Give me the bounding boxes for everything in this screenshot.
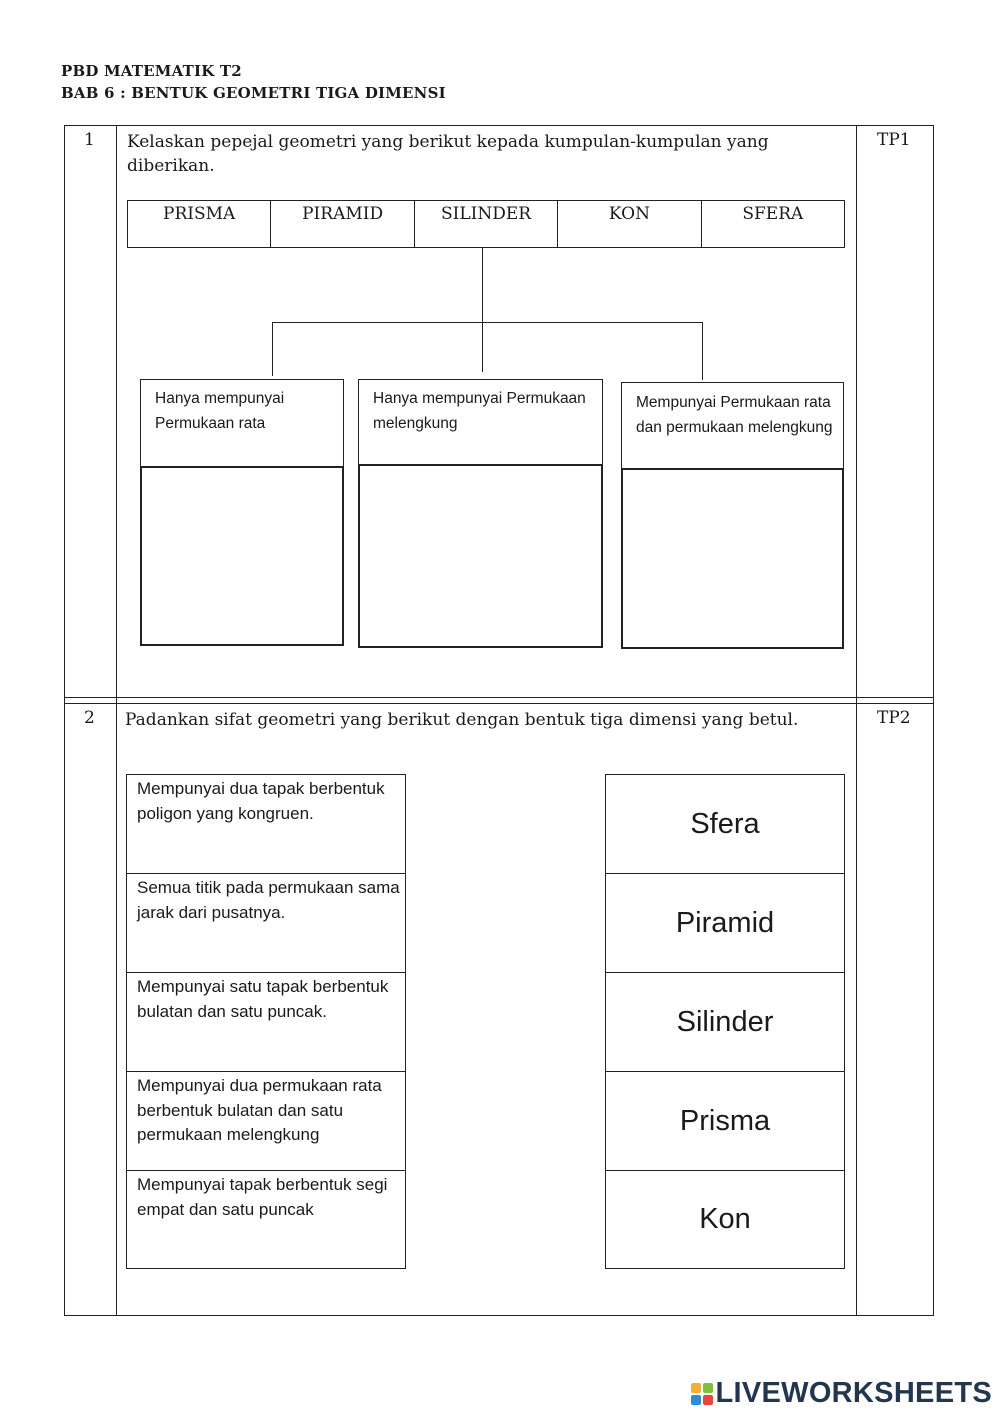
connector-right: [702, 322, 703, 380]
shape-kon[interactable]: Kon: [605, 1170, 845, 1269]
category-sfera[interactable]: SFERA: [742, 204, 804, 224]
logo-square-2: [703, 1383, 713, 1393]
table-left-border: [64, 125, 65, 1316]
table-right-border: [933, 125, 934, 1316]
category-prisma[interactable]: PRISMA: [128, 201, 271, 247]
table-bottom-border: [64, 1315, 934, 1316]
category-kon[interactable]: KON: [558, 201, 701, 247]
category-silinder[interactable]: SILINDER: [415, 201, 558, 247]
number-column-divider: [116, 125, 117, 1316]
worksheet-title: PBD MATEMATIK T2: [61, 62, 242, 80]
question-2-tp-level: TP2: [877, 708, 911, 728]
property-item[interactable]: Mempunyai dua permukaan rata berbentuk bulatan dan satu permukaan melengkung: [126, 1071, 406, 1171]
group-mixed-surface-dropzone[interactable]: [621, 468, 844, 649]
logo-square-3: [691, 1395, 701, 1405]
tp-column-divider: [856, 125, 857, 1316]
connector-trunk: [482, 248, 483, 372]
shape-prisma[interactable]: Prisma: [605, 1071, 845, 1171]
liveworksheets-logo: [691, 1377, 993, 1410]
property-item[interactable]: Mempunyai satu tapak berbentuk bulatan dan satu puncak.: [126, 972, 406, 1072]
connector-left: [272, 322, 273, 376]
question-1-text: Kelaskan pepejal geometri yang berikut kepada kumpulan-kumpulan yang diberikan.: [127, 132, 769, 176]
shape-silinder[interactable]: Silinder: [605, 972, 845, 1072]
question-1-number: 1: [84, 130, 95, 150]
group-flat-surface-dropzone[interactable]: [140, 466, 344, 646]
group-curved-surface-label: Hanya mempunyai Permukaan melengkung: [358, 379, 603, 465]
row-divider: [64, 697, 934, 698]
property-item[interactable]: Mempunyai tapak berbentuk segi empat dan satu puncak: [126, 1170, 406, 1269]
group-mixed-surface-label: Mempunyai Permukaan rata dan permukaan melengkung: [621, 382, 844, 469]
shape-piramid[interactable]: Piramid: [605, 873, 845, 973]
group-curved-surface-dropzone[interactable]: [358, 464, 603, 648]
question-2-number: 2: [84, 708, 95, 728]
logo-square-1: [691, 1383, 701, 1393]
question-1-tp-level: TP1: [877, 130, 911, 150]
liveworksheets-logo-icon: [691, 1383, 713, 1405]
table-top-border: [64, 125, 934, 126]
property-item[interactable]: Mempunyai dua tapak berbentuk poligon yang kongruen.: [126, 774, 406, 874]
question-2-text: Padankan sifat geometri yang berikut dengan bentuk tiga dimensi yang betul.: [125, 710, 799, 730]
row-divider-second: [64, 703, 934, 704]
solid-categories-table: [127, 200, 845, 248]
connector-branch: [272, 322, 703, 323]
logo-square-4: [703, 1395, 713, 1405]
property-item[interactable]: Semua titik pada permukaan sama jarak dari pusatnya.: [126, 873, 406, 973]
chapter-title: BAB 6 : BENTUK GEOMETRI TIGA DIMENSI: [61, 84, 446, 102]
category-piramid[interactable]: PIRAMID: [271, 201, 414, 247]
liveworksheets-logo-text: LIVEWORKSHEETS: [715, 1377, 992, 1409]
shape-sfera[interactable]: Sfera: [605, 774, 845, 874]
group-flat-surface-label: Hanya mempunyai Permukaan rata: [140, 379, 344, 467]
